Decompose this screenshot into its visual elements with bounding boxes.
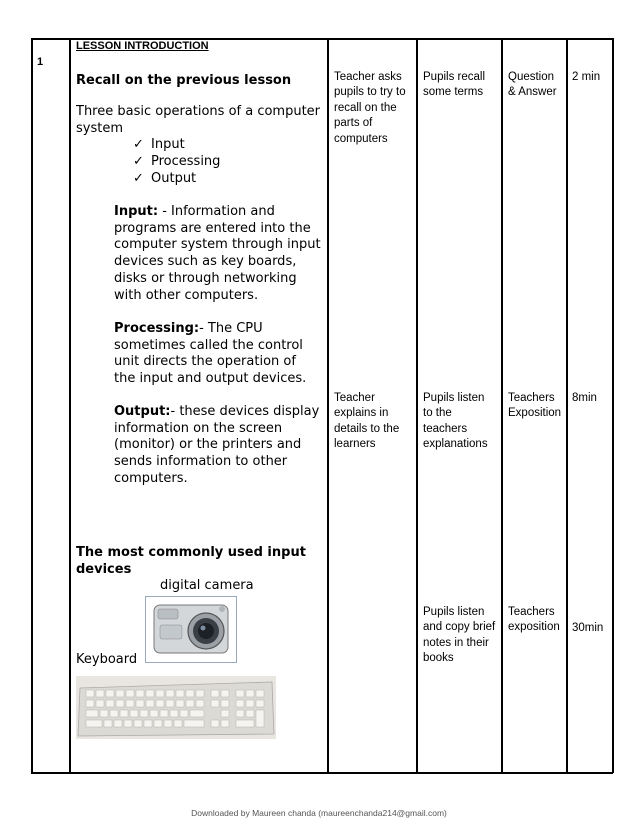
- output-definition: [114, 404, 320, 488]
- output-text: - these devices display information on the screen (monitor) or the printers and sends information to other computers.: [114, 404, 320, 486]
- table-col-border: [612, 38, 614, 773]
- teaching-method: Question & Answer: [508, 71, 557, 99]
- processing-text: - The CPU sometimes called the control unit directs the operation of the input and output devices.: [114, 321, 307, 387]
- time-allocation: 30min: [572, 622, 604, 634]
- operation-label: Input: [151, 137, 185, 152]
- operation-item: [133, 137, 185, 154]
- recall-heading: Recall on the previous lesson: [76, 73, 292, 88]
- input-term: Input:: [114, 204, 159, 219]
- operation-label: Processing: [151, 154, 221, 169]
- operations-intro: Three basic operations of a computer system: [76, 104, 321, 136]
- pupil-activity: Pupils recall some terms: [423, 71, 485, 99]
- output-term: Output:: [114, 404, 171, 419]
- row-number: 1: [37, 56, 44, 68]
- section-heading: LESSON INTRODUCTION: [76, 40, 209, 52]
- teacher-activity: Teacher asks pupils to try to recall on the parts of computers: [334, 71, 406, 145]
- keyboard-image: [76, 676, 276, 739]
- pupil-activity: Pupils listen and copy brief notes in their books: [423, 606, 496, 665]
- check-icon: ✓: [133, 171, 144, 186]
- time-allocation: 8min: [572, 392, 597, 404]
- input-text: - Information and programs are entered into the computer system through input devices such as key boards, disks or through networking with other computers.: [114, 204, 321, 303]
- camera-label: digital camera: [160, 578, 254, 593]
- check-icon: ✓: [133, 137, 144, 152]
- table-col-border: [31, 38, 33, 773]
- check-icon: ✓: [133, 154, 144, 169]
- table-bottom-border: [31, 772, 613, 774]
- table-col-border: [416, 38, 418, 773]
- operation-label: Output: [151, 171, 197, 186]
- camera-icon: [146, 597, 236, 662]
- download-footer: Downloaded by Maureen chanda (maureenchanda214@gmail.com): [191, 808, 447, 818]
- time-allocation: 2 min: [572, 71, 601, 83]
- processing-term: Processing:: [114, 321, 200, 336]
- input-devices-heading: The most commonly used input devices: [76, 545, 306, 577]
- operation-item: [133, 171, 196, 188]
- processing-definition: [114, 321, 320, 388]
- camera-image: [145, 596, 237, 663]
- teaching-method: Teachers exposition: [508, 606, 560, 634]
- table-col-border: [566, 38, 568, 773]
- keyboard-icon: [76, 676, 276, 739]
- table-col-border: [69, 38, 71, 773]
- keyboard-label: Keyboard: [76, 652, 138, 667]
- pupil-activity: Pupils listen to the teachers explanations: [423, 392, 488, 451]
- operation-item: [133, 154, 220, 171]
- input-definition: [114, 204, 324, 304]
- teaching-method: Teachers Exposition: [508, 392, 562, 420]
- teacher-activity: Teacher explains in details to the learners: [334, 392, 400, 451]
- table-col-border: [327, 38, 329, 773]
- table-col-border: [501, 38, 503, 773]
